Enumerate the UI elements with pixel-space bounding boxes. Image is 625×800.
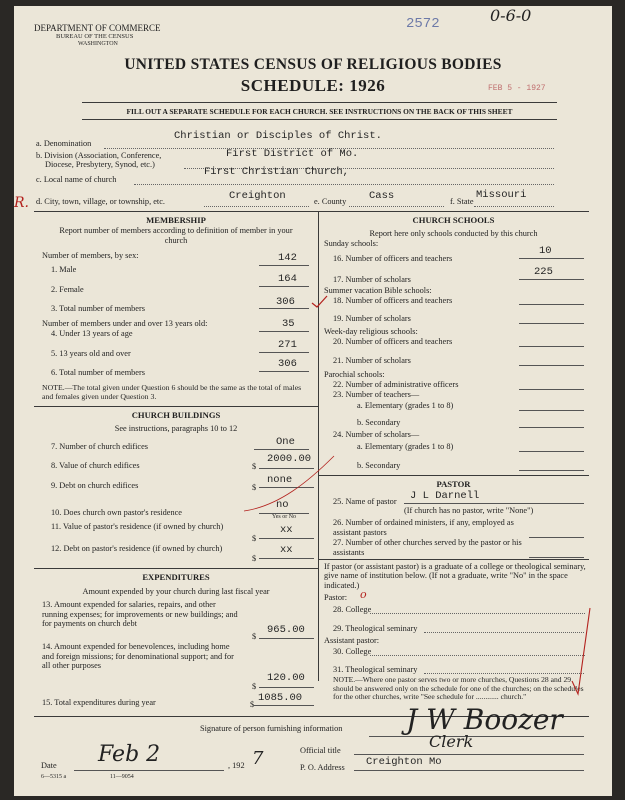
department-label: DEPARTMENT OF COMMERCE <box>34 23 161 33</box>
q3-label: 3. Total number of members <box>51 304 145 313</box>
state-value: Missouri <box>476 189 527 201</box>
margin-mark: R. <box>14 195 29 211</box>
stamp-number: 2572 <box>406 16 440 32</box>
q9-label: 9. Debt on church edifices <box>51 481 139 490</box>
received-date-stamp: FEB 5 - 1927 <box>488 84 546 93</box>
q16-label: 16. Number of officers and teachers <box>333 254 453 263</box>
pastor-note: NOTE.—Where one pastor serves two or more churches, Questions 28 and 29 should be answered only on the schedule for one of the churches; on the schedules for the other churches, write "See schedule for ............ church." <box>333 675 584 702</box>
q4-label: 4. Under 13 years of age <box>51 329 133 338</box>
membership-title: MEMBERSHIP <box>146 215 206 225</box>
city-field-value: Creighton <box>229 190 286 202</box>
q6-label: 6. Total number of members <box>51 368 145 377</box>
state-label: f. State <box>450 197 474 206</box>
q4-value: 35 <box>282 318 295 330</box>
q11-value: xx <box>280 524 293 536</box>
official-title-label: Official title <box>300 746 341 755</box>
q1-label: 1. Male <box>51 265 77 274</box>
q21-label: 21. Number of scholars <box>333 356 411 365</box>
instructions-line: FILL OUT A SEPARATE SCHEDULE FOR EACH CHURCH. SEE INSTRUCTIONS ON THE BACK OF THIS SHEET <box>126 107 513 116</box>
q17-value: 225 <box>534 266 553 278</box>
q5-value: 271 <box>278 339 297 351</box>
q26-label: 26. Number of ordained ministers, if any, employed as assistant pastors <box>333 518 514 537</box>
q25-label: 25. Name of pastor <box>333 497 397 506</box>
q12-dollar: $ <box>252 554 257 563</box>
q7-value: One <box>276 436 295 448</box>
signature: J W Boozer <box>406 703 563 736</box>
graduate-note: If pastor (or assistant pastor) is a graduate of a college or theological seminary, give name of institution below. (If not a graduate, write "No" in the space indicated.) <box>324 562 586 590</box>
denomination-label: a. Denomination <box>36 139 92 148</box>
q19-label: 19. Number of scholars <box>333 314 411 323</box>
age-breakdown-label: Number of members under and over 13 years old: <box>42 319 208 328</box>
pastor-o-mark: o <box>360 588 367 601</box>
q24-label: 24. Number of scholars— <box>333 430 420 439</box>
q13-value: 965.00 <box>267 624 305 636</box>
q6-value: 306 <box>278 358 297 370</box>
schools-intro: Report here only schools conducted by this church <box>369 229 538 238</box>
handwritten-code: 0-6-0 <box>490 6 532 25</box>
q10-label: 10. Does church own pastor's residence <box>51 508 182 517</box>
q15-dollar: $ <box>250 700 255 709</box>
year-value: 7 <box>252 748 264 769</box>
membership-note: NOTE.—The total given under Question 6 should be the same as the total of males and females given under Question 3. <box>42 383 302 401</box>
q1-value: 142 <box>278 252 297 264</box>
q12-value: xx <box>280 544 293 556</box>
buildings-title: CHURCH BUILDINGS <box>131 410 221 420</box>
check-mark-icon <box>570 606 592 696</box>
q25-value: J L Darnell <box>410 490 480 502</box>
year-prefix: , 192 <box>228 761 245 770</box>
date-value: Feb 2 <box>98 742 161 767</box>
summer-schools-label: Summer vacation Bible schools: <box>324 286 432 295</box>
q9-value: none <box>267 474 293 486</box>
sunday-schools-label: Sunday schools: <box>324 239 379 248</box>
expenditures-title: EXPENDITURES <box>142 572 210 582</box>
city-field-label: d. City, town, village, or township, etc. <box>36 197 165 206</box>
division-value: First District of Mo. <box>226 148 359 160</box>
q13-label: 13. Amount expended for salaries, repairs, and other running expenses; for improvements or new buildings; and for payments on church debt <box>42 600 238 628</box>
q13-dollar: $ <box>252 632 257 641</box>
q3-value: 306 <box>276 296 295 308</box>
schedule-title: SCHEDULE: 1926 <box>240 76 386 95</box>
division-label: b. Division (Association, Conference, <box>36 151 162 160</box>
q15-label: 15. Total expenditures during year <box>42 698 156 707</box>
members-by-sex-label: Number of members, by sex: <box>42 251 139 260</box>
q25-note: (If church has no pastor, write "None") <box>404 506 534 515</box>
q8-label: 8. Value of church edifices <box>51 461 140 470</box>
expenditures-intro: Amount expended by your church during last fiscal year <box>82 587 270 596</box>
q18-label: 18. Number of officers and teachers <box>333 296 453 305</box>
census-schedule-page <box>14 6 612 796</box>
q8-dollar: $ <box>252 462 257 471</box>
q24b-label: b. Secondary <box>357 461 401 470</box>
yes-no-hint: Yes or No <box>272 514 297 520</box>
q14-label: 14. Amount expended for benevolences, including home and foreign missions; for denominational support; and for all other purposes <box>42 642 234 670</box>
division-label-2: Diocese, Presbytery, Synod, etc.) <box>45 160 155 169</box>
bureau-label: BUREAU OF THE CENSUS <box>56 33 134 40</box>
membership-intro: Report number of members according to definition of member in your church <box>59 226 293 245</box>
q23-label: 23. Number of teachers— <box>333 390 420 399</box>
schools-title: CHURCH SCHOOLS <box>412 215 495 225</box>
address-label: P. O. Address <box>300 763 345 772</box>
q23a-label: a. Elementary (grades 1 to 8) <box>357 401 454 410</box>
q30-label: 30. College <box>333 647 372 656</box>
parochial-schools-label: Parochial schools: <box>324 370 385 379</box>
q15-value: 1085.00 <box>258 692 303 704</box>
q29-label: 29. Theological seminary <box>333 624 418 633</box>
form-title: UNITED STATES CENSUS OF RELIGIOUS BODIES <box>124 56 502 73</box>
signature-label: Signature of person furnishing information <box>200 724 343 733</box>
city-label: WASHINGTON <box>78 41 118 47</box>
q2-label: 2. Female <box>51 285 84 294</box>
q10-value: no <box>276 499 289 511</box>
local-name-label: c. Local name of church <box>36 175 117 184</box>
q14-dollar: $ <box>252 682 257 691</box>
check-mark-icon <box>310 293 330 309</box>
pastor-label: Pastor: <box>324 593 348 602</box>
denomination-value: Christian or Disciples of Christ. <box>174 130 382 142</box>
q23b-label: b. Secondary <box>357 418 401 427</box>
q20-label: 20. Number of officers and teachers <box>333 337 453 346</box>
q11-label: 11. Value of pastor's residence (if owned by church) <box>51 522 224 531</box>
pastor-title: PASTOR <box>436 479 471 489</box>
q27-label: 27. Number of other churches served by the pastor or his assistants <box>333 538 522 557</box>
county-value: Cass <box>369 190 395 202</box>
form-number-2: 11—9054 <box>110 774 134 780</box>
q5-label: 5. 13 years old and over <box>51 349 131 358</box>
q2-value: 164 <box>278 273 297 285</box>
q12-label: 12. Debt on pastor's residence (if owned by church) <box>51 544 223 553</box>
date-label: Date <box>41 761 57 770</box>
weekday-schools-label: Week-day religious schools: <box>324 327 418 336</box>
q9-dollar: $ <box>252 483 257 492</box>
local-name-value: First Christian Church, <box>204 166 349 178</box>
q16-value: 10 <box>539 245 552 257</box>
address-value: Creighton Mo <box>366 756 442 768</box>
form-number: 6—5315 a <box>41 774 67 780</box>
q7-label: 7. Number of church edifices <box>51 442 148 451</box>
official-title-value: Clerk <box>429 732 474 751</box>
assistant-pastor-label: Assistant pastor: <box>324 636 380 645</box>
q14-value: 120.00 <box>267 672 305 684</box>
q31-label: 31. Theological seminary <box>333 665 418 674</box>
check-mark-icon <box>239 451 339 521</box>
county-label: e. County <box>314 197 347 206</box>
q22-label: 22. Number of administrative officers <box>333 380 459 389</box>
q8-value: 2000.00 <box>267 453 312 465</box>
q28-label: 28. College <box>333 605 372 614</box>
q24a-label: a. Elementary (grades 1 to 8) <box>357 442 454 451</box>
buildings-intro: See instructions, paragraphs 10 to 12 <box>114 424 238 433</box>
q11-dollar: $ <box>252 534 257 543</box>
q17-label: 17. Number of scholars <box>333 275 411 284</box>
